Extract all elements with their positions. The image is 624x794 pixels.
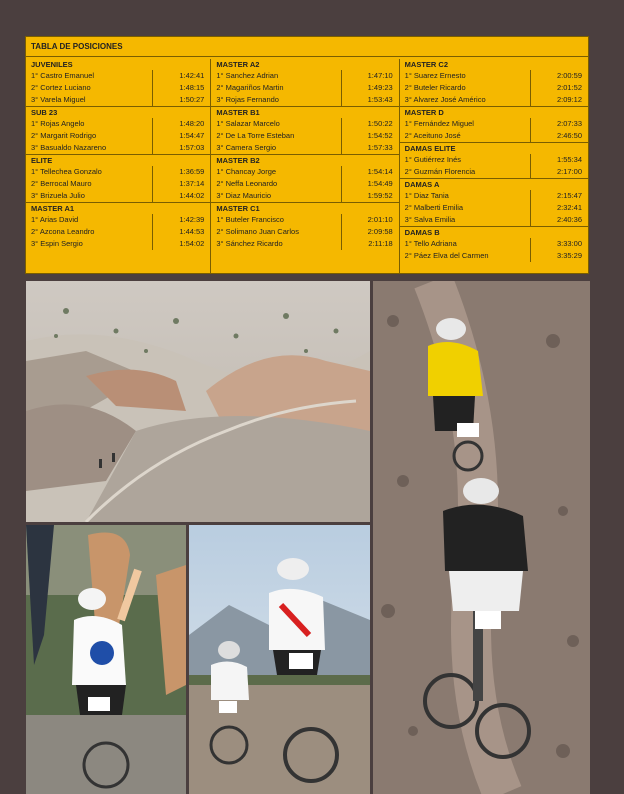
result-row bbox=[26, 94, 210, 106]
race-time: 1:57:33 bbox=[341, 142, 399, 154]
rider-name: 1° Gutiérrez Inés bbox=[404, 155, 462, 164]
race-time: 1:59:52 bbox=[341, 190, 399, 202]
result-row bbox=[211, 178, 398, 190]
race-time: 2:32:41 bbox=[530, 202, 588, 214]
result-row bbox=[211, 238, 398, 250]
rider-name: 1° Diaz Tania bbox=[404, 191, 449, 200]
category-section bbox=[400, 143, 588, 179]
rider-name: 1° Chancay Jorge bbox=[216, 167, 277, 176]
rider-name: 3° Sánchez Ricardo bbox=[216, 239, 283, 248]
rider-name: 2° Malberti Emilia bbox=[404, 203, 464, 212]
result-row bbox=[26, 70, 210, 82]
race-time: 2:17:00 bbox=[530, 166, 588, 178]
result-row bbox=[400, 214, 588, 226]
rider-name: 3° Alvarez José Américo bbox=[404, 95, 486, 104]
rider-name: 2° Guzmán Florencia bbox=[404, 167, 476, 176]
result-row bbox=[400, 82, 588, 94]
rider-name: 1° Sanchez Adrian bbox=[216, 71, 279, 80]
rider-name: 2° Azcona Leandro bbox=[31, 227, 95, 236]
result-row bbox=[26, 118, 210, 130]
rider-name: 3° Rojas Fernando bbox=[216, 95, 279, 104]
category-heading: ELITE bbox=[31, 156, 53, 165]
result-row bbox=[211, 70, 398, 82]
riders-descending-photo bbox=[373, 281, 590, 794]
race-time: 1:48:20 bbox=[152, 118, 210, 130]
result-row bbox=[400, 202, 588, 214]
race-time: 2:11:18 bbox=[341, 238, 399, 250]
category-heading: MASTER B2 bbox=[216, 156, 260, 165]
rider-name: 1° Tellechea Gonzalo bbox=[31, 167, 102, 176]
category-section bbox=[211, 203, 398, 250]
race-time: 1:42:41 bbox=[152, 70, 210, 82]
rider-name: 3° Diaz Mauricio bbox=[216, 191, 272, 200]
category-section bbox=[400, 179, 588, 227]
result-row bbox=[211, 130, 398, 142]
result-row bbox=[400, 250, 588, 262]
result-row bbox=[26, 190, 210, 202]
result-row bbox=[26, 166, 210, 178]
result-row bbox=[211, 142, 398, 154]
category-section bbox=[26, 203, 210, 250]
rider-name: 2° De La Torre Esteban bbox=[216, 131, 295, 140]
category-section bbox=[400, 227, 588, 262]
category-section bbox=[211, 59, 398, 107]
results-table bbox=[25, 36, 589, 274]
rider-name: 3° Varela Miguel bbox=[31, 95, 86, 104]
category-section bbox=[400, 107, 588, 143]
race-time: 1:54:52 bbox=[341, 130, 399, 142]
result-row bbox=[26, 238, 210, 250]
rider-name: 1° Castro Emanuel bbox=[31, 71, 95, 80]
rider-name: 1° Buteler Francisco bbox=[216, 215, 284, 224]
rider-name: 3° Salva Emilia bbox=[404, 215, 456, 224]
rider-name: 2° Magariños Martin bbox=[216, 83, 284, 92]
race-time: 1:44:02 bbox=[152, 190, 210, 202]
race-time: 1:54:47 bbox=[152, 130, 210, 142]
race-time: 2:09:12 bbox=[530, 94, 588, 106]
result-row bbox=[400, 166, 588, 178]
result-row bbox=[211, 82, 398, 94]
results-columns bbox=[26, 59, 588, 273]
category-heading: JUVENILES bbox=[31, 60, 73, 69]
race-time: 2:40:36 bbox=[530, 214, 588, 226]
rider-name: 3° Espin Sergio bbox=[31, 239, 83, 248]
race-time: 1:37:14 bbox=[152, 178, 210, 190]
race-time: 1:48:15 bbox=[152, 82, 210, 94]
result-row bbox=[211, 166, 398, 178]
race-time: 3:33:00 bbox=[530, 238, 588, 250]
race-time: 2:07:33 bbox=[530, 118, 588, 130]
result-row bbox=[26, 142, 210, 154]
rider-name: 1° Fernández Miguel bbox=[404, 119, 474, 128]
result-row bbox=[211, 94, 398, 106]
category-section bbox=[26, 155, 210, 203]
rider-name: 3° Camera Sergio bbox=[216, 143, 277, 152]
category-heading: MASTER A1 bbox=[31, 204, 75, 213]
result-row bbox=[26, 214, 210, 226]
race-time: 1:53:43 bbox=[341, 94, 399, 106]
result-row bbox=[400, 118, 588, 130]
race-time: 1:55:34 bbox=[530, 154, 588, 166]
rider-name: 1° Arias David bbox=[31, 215, 79, 224]
rider-name: 2° Berrocal Mauro bbox=[31, 179, 92, 188]
race-time: 1:49:23 bbox=[341, 82, 399, 94]
results-column bbox=[211, 59, 399, 273]
category-heading: DAMAS A bbox=[404, 180, 440, 189]
race-time: 1:54:14 bbox=[341, 166, 399, 178]
category-heading: MASTER C1 bbox=[216, 204, 260, 213]
result-row bbox=[26, 130, 210, 142]
result-row bbox=[400, 238, 588, 250]
category-heading: DAMAS ELITE bbox=[404, 144, 456, 153]
race-time: 1:36:59 bbox=[152, 166, 210, 178]
race-time: 1:57:03 bbox=[152, 142, 210, 154]
rider-name: 2° Solimano Juan Carlos bbox=[216, 227, 299, 236]
race-time: 1:44:53 bbox=[152, 226, 210, 238]
race-time: 2:15:47 bbox=[530, 190, 588, 202]
race-time: 3:35:29 bbox=[530, 250, 588, 262]
category-heading: DAMAS B bbox=[404, 228, 440, 237]
rider-name: 1° Rojas Angelo bbox=[31, 119, 85, 128]
race-time: 1:50:27 bbox=[152, 94, 210, 106]
result-row bbox=[211, 226, 398, 238]
result-row bbox=[400, 190, 588, 202]
result-row bbox=[26, 82, 210, 94]
race-time: 1:42:39 bbox=[152, 214, 210, 226]
table-title: TABLA DE POSICIONES bbox=[26, 37, 588, 57]
rider-name: 1° Suarez Ernesto bbox=[404, 71, 466, 80]
race-time: 2:00:59 bbox=[530, 70, 588, 82]
result-row bbox=[211, 190, 398, 202]
rider-waving-photo bbox=[26, 525, 186, 794]
result-row bbox=[400, 154, 588, 166]
category-heading: MASTER C2 bbox=[404, 60, 449, 69]
category-section bbox=[26, 59, 210, 107]
race-time: 2:01:52 bbox=[530, 82, 588, 94]
race-time: 2:01:10 bbox=[341, 214, 399, 226]
results-column bbox=[400, 59, 588, 273]
rider-name: 1° Tello Adriana bbox=[404, 239, 457, 248]
rider-name: 2° Neffa Leonardo bbox=[216, 179, 278, 188]
race-time: 1:54:49 bbox=[341, 178, 399, 190]
category-heading: MASTER A2 bbox=[216, 60, 260, 69]
rider-name: 2° Páez Elva del Carmen bbox=[404, 251, 489, 260]
results-column bbox=[26, 59, 211, 273]
rider-name: 2° Aceituno José bbox=[404, 131, 461, 140]
result-row bbox=[211, 214, 398, 226]
desert-landscape-photo bbox=[26, 281, 370, 522]
rider-name: 2° Cortez Luciano bbox=[31, 83, 91, 92]
category-section bbox=[211, 107, 398, 155]
result-row bbox=[26, 226, 210, 238]
result-row bbox=[400, 94, 588, 106]
result-row bbox=[400, 70, 588, 82]
result-row bbox=[211, 118, 398, 130]
race-time: 1:47:10 bbox=[341, 70, 399, 82]
two-riders-photo bbox=[189, 525, 370, 794]
rider-name: 2° Buteler Ricardo bbox=[404, 83, 466, 92]
race-time: 1:50:22 bbox=[341, 118, 399, 130]
category-section bbox=[400, 59, 588, 107]
rider-name: 1° Salazar Marcelo bbox=[216, 119, 280, 128]
rider-name: 2° Margarit Rodrigo bbox=[31, 131, 97, 140]
category-heading: MASTER B1 bbox=[216, 108, 260, 117]
category-section bbox=[211, 155, 398, 203]
race-time: 1:54:02 bbox=[152, 238, 210, 250]
race-time: 2:46:50 bbox=[530, 130, 588, 142]
rider-name: 3° Brizuela Julio bbox=[31, 191, 85, 200]
result-row bbox=[400, 130, 588, 142]
race-time: 2:09:58 bbox=[341, 226, 399, 238]
rider-name: 3° Basualdo Nazareno bbox=[31, 143, 107, 152]
result-row bbox=[26, 178, 210, 190]
category-section bbox=[26, 107, 210, 155]
category-heading: MASTER D bbox=[404, 108, 444, 117]
category-heading: SUB 23 bbox=[31, 108, 58, 117]
